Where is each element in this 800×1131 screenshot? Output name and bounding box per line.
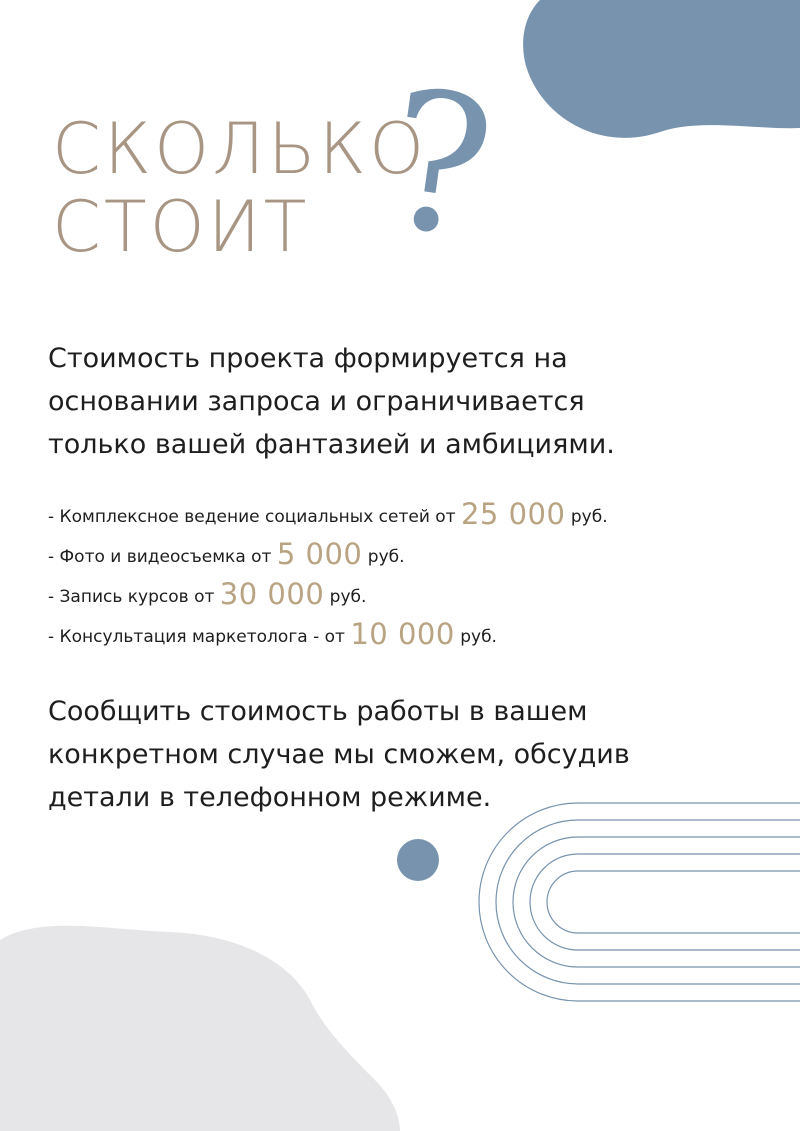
price-label: - Комплексное ведение социальных сетей от — [48, 507, 461, 527]
question-mark-icon: ? — [373, 47, 505, 282]
title-line-2: СТОИТ — [52, 186, 310, 268]
outro-line: детали в телефонном режиме. — [48, 782, 492, 813]
price-currency: руб. — [362, 547, 405, 567]
price-list — [48, 494, 608, 654]
top-right-blob — [523, 0, 800, 138]
price-item — [48, 614, 608, 654]
price-currency: руб. — [565, 507, 608, 527]
bottom-left-blob — [0, 926, 400, 1131]
intro-line: Стоимость проекта формируется на — [48, 343, 568, 374]
price-currency: руб. — [454, 627, 497, 647]
price-value: 5 000 — [276, 537, 363, 571]
outro-line: Сообщить стоимость работы в вашем — [48, 696, 588, 727]
price-item — [48, 574, 608, 614]
price-value: 10 000 — [350, 617, 455, 651]
outro-line: конкретном случае мы сможем, обсудив — [48, 739, 630, 770]
title-line-1: СКОЛЬКО — [52, 108, 428, 190]
price-value: 25 000 — [460, 497, 566, 531]
blue-dot — [397, 839, 439, 881]
price-item — [48, 534, 608, 574]
track-lines — [479, 803, 800, 1001]
price-value: 30 000 — [219, 577, 325, 611]
intro-paragraph — [48, 337, 615, 466]
intro-line: только вашей фантазией и амбициями. — [48, 429, 615, 460]
price-item — [48, 494, 608, 534]
page-title — [52, 110, 427, 266]
intro-line: основании запроса и ограничивается — [48, 386, 585, 417]
price-label: - Запись курсов от — [48, 587, 220, 607]
price-currency: руб. — [324, 587, 367, 607]
price-label: - Фото и видеосъемка от — [48, 547, 277, 567]
price-label: - Консультация маркетолога - от — [48, 627, 351, 647]
outro-paragraph — [48, 690, 630, 819]
